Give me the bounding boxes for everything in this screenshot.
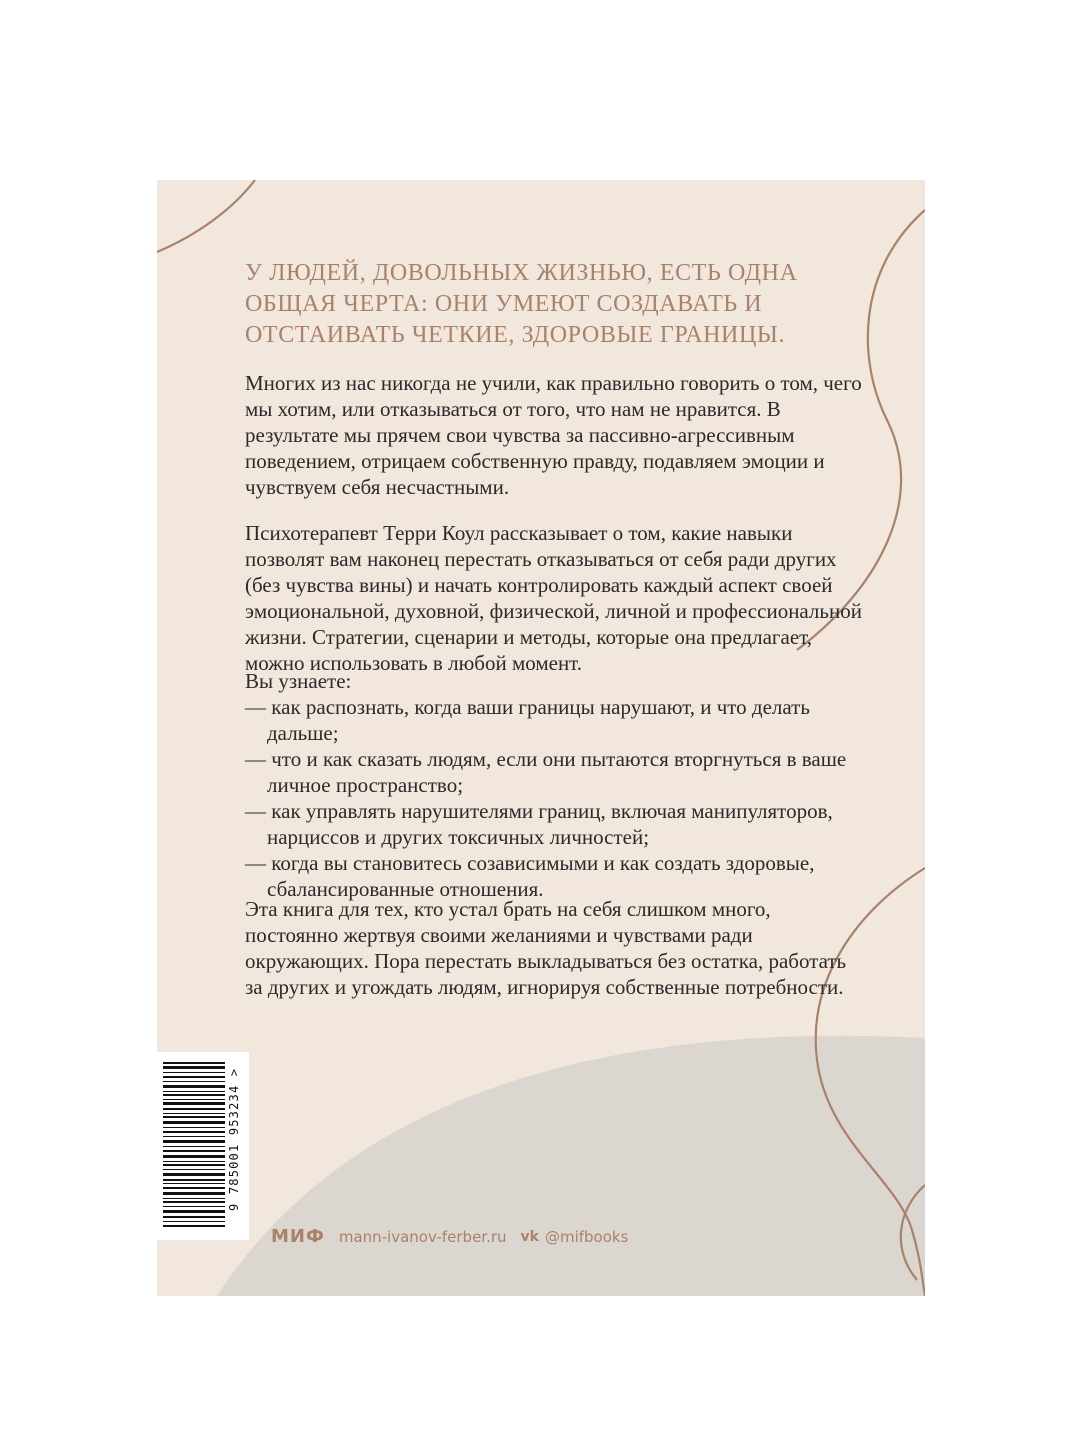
learn-item: — что и как сказать людям, если они пытаются вторгнуться в ваше личное пространство; [245,747,847,797]
social-handle[interactable]: @mifbooks [544,1227,629,1246]
publisher-footer [271,1226,628,1247]
paragraph-intro: Многих из нас никогда не учили, как правильно говорить о том, чего мы хотим, или отказываться от того, что нам не нравится. В результате мы прячем свои чувства за пассивно-агрессивным поведением, отрицаем собственную правду, подавляем эмоции и чувствуем себя несчастными. [245,371,862,499]
barcode-number: 9 785001 953234 > [227,1068,241,1212]
learn-intro: Вы узнаете: [245,669,352,693]
headline: У ЛЮДЕЙ, ДОВОЛЬНЫХ ЖИЗНЬЮ, ЕСТЬ ОДНА ОБЩАЯ ЧЕРТА: ОНИ УМЕЮТ СОЗДАВАТЬ И ОТСТАИВАТЬ ЧЕТКИЕ, ЗДОРОВЫЕ ГРАНИЦЫ. [245,260,798,348]
paragraph-closing: Эта книга для тех, кто устал брать на себя слишком много, постоянно жертвуя своими желаниями и чувствами ради окружающих. Пора перестать выкладываться без остатка, работать за других и угождать людям, игнорируя собственные потребности. [245,897,847,999]
website-link[interactable]: mann-ivanov-ferber.ru [338,1227,507,1246]
vk-icon: vk [520,1228,539,1245]
paragraph-author: Психотерапевт Терри Коул рассказывает о том, какие навыки позволят вам наконец перестать отказываться от себя ради других (без чувства вины) и начать контролировать каждый аспект своей эмоциональной, духовной, физической, личной и профессиональной жизни. Стратегии, сценарии и методы, которые она предлагает, можно использовать в любой момент. [245,521,862,675]
barcode-bars [157,1052,227,1240]
publisher-logo: МИФ [271,1226,325,1247]
learn-list [245,668,865,902]
corner-arc-top-left [157,180,255,252]
learn-item: — когда вы становитесь созависимыми и как создать здоровые, сбалансированные отношения. [245,851,815,901]
learn-item: — как управлять нарушителями границ, включая манипуляторов, нарциссов и других токсичных личностей; [245,799,833,849]
barcode [157,1052,249,1240]
learn-item: — как распознать, когда ваши границы нарушают, и что делать дальше; [245,695,810,745]
book-back-cover [157,180,925,1296]
